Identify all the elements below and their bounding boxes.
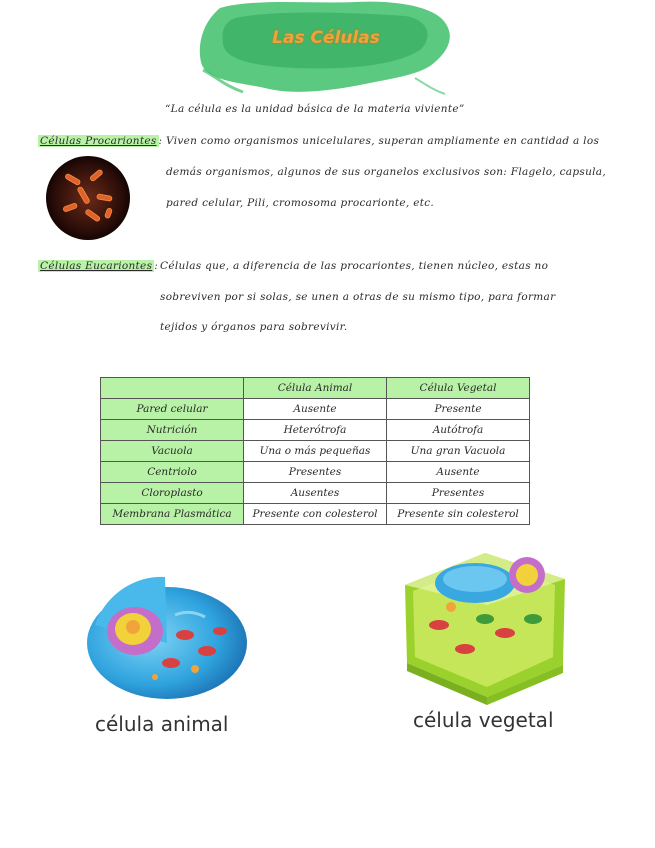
table-row [101, 504, 530, 525]
animal-cell-image [75, 565, 250, 705]
table-cell: Una o más pequeñas [244, 441, 387, 462]
table-row-label: Pared celular [101, 399, 244, 420]
table-cell: Presente con colesterol [244, 504, 387, 525]
plant-cell-image [395, 545, 575, 705]
eukaryotes-text-line: Células que, a diferencia de las procariontes, tienen núcleo, estas no [160, 260, 549, 272]
table-cell: Presente sin colesterol [387, 504, 530, 525]
title-watercolor-blob [195, 0, 457, 98]
eukaryotes-text-line: sobreviven por si solas, se unen a otras de su mismo tipo, para formar [160, 291, 556, 303]
table-cell: Ausentes [244, 483, 387, 504]
table-row [101, 483, 530, 504]
table-row [101, 462, 530, 483]
table-cell: Ausente [244, 399, 387, 420]
table-cell: Autótrofa [387, 420, 530, 441]
table-header-cell: Célula Vegetal [387, 378, 530, 399]
table-row-label: Nutrición [101, 420, 244, 441]
eukaryotes-heading: Células Eucariontes : [40, 260, 159, 272]
eukaryotes-text-line: tejidos y órganos para sobrevivir. [160, 321, 348, 333]
table-header-cell: Célula Animal [244, 378, 387, 399]
table-cell: Una gran Vacuola [387, 441, 530, 462]
table-row-label: Vacuola [101, 441, 244, 462]
table-row [101, 441, 530, 462]
cell-comparison-table [100, 377, 530, 525]
table-header-cell [101, 378, 244, 399]
table-row-label: Centriolo [101, 462, 244, 483]
table-cell: Heterótrofa [244, 420, 387, 441]
prokaryotes-heading-label: Células Procariontes [40, 135, 157, 147]
table-cell: Ausente [387, 462, 530, 483]
eukaryotes-heading-label: Células Eucariontes [40, 260, 153, 272]
animal-cell-caption: célula animal [95, 712, 229, 736]
prokaryotes-text-line: pared celular, Pili, cromosoma procarionte, etc. [166, 197, 435, 209]
prokaryotes-text-line: demás organismos, algunos de sus organelos exclusivos son: Flagelo, capsula, [166, 166, 606, 178]
quote: “La célula es la unidad básica de la materia viviente” [165, 103, 465, 115]
table-row-label: Cloroplasto [101, 483, 244, 504]
page-title: Las Células [272, 28, 380, 48]
table-row [101, 420, 530, 441]
table-cell: Presentes [387, 483, 530, 504]
table-cell: Presente [387, 399, 530, 420]
table-row [101, 399, 530, 420]
prokaryotes-heading: Células Procariontes : [40, 135, 163, 147]
table-cell: Presentes [244, 462, 387, 483]
prokaryotes-text-line: Viven como organismos unicelulares, superan ampliamente en cantidad a los [166, 135, 600, 147]
bacteria-image [45, 155, 131, 241]
plant-cell-caption: célula vegetal [413, 708, 554, 732]
table-header-row [101, 378, 530, 399]
table-row-label: Membrana Plasmática [101, 504, 244, 525]
